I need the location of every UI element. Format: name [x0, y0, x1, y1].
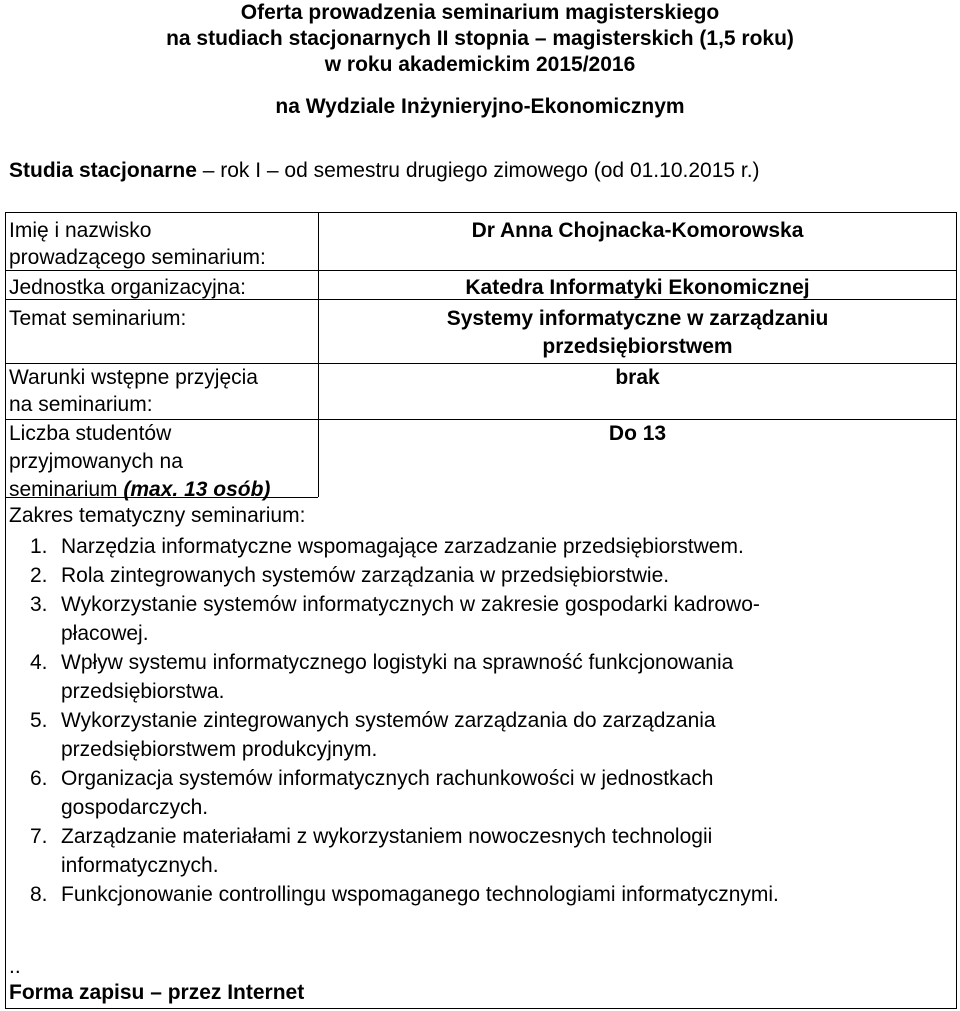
list-item-text: Zarządzanie materiałami z wykorzystaniem nowoczesnych technologii [61, 825, 713, 848]
scope-label: Zakres tematyczny seminarium: [9, 504, 306, 527]
topics-list [0, 532, 930, 909]
list-item-text-continued: gospodarczych. [61, 796, 209, 819]
header-line-1: Oferta prowadzenia seminarium magisterskiego [240, 1, 720, 24]
list-item [0, 706, 930, 764]
students-label-3 [9, 476, 270, 504]
study-mode-bold: Studia stacjonarne [9, 159, 197, 182]
list-item-text-continued: płacowej. [61, 622, 149, 645]
unit-label: Jednostka organizacyjna: [9, 276, 246, 299]
list-item [0, 561, 930, 590]
list-item-text: Organizacja systemów informatycznych rachunkowości w jednostkach [61, 767, 714, 790]
list-item-number: 2. [30, 564, 48, 587]
requirements-label-1: Warunki wstępne przyjęcia [9, 366, 258, 389]
header-line-3: w roku akademickim 2015/2016 [324, 53, 636, 76]
list-item-number: 5. [30, 709, 48, 732]
list-item-text-continued: informatycznych. [61, 854, 219, 877]
requirements-value: brak [615, 366, 660, 389]
ellipsis-marker: .. [9, 955, 21, 978]
list-item-number: 4. [30, 651, 48, 674]
students-label-1: Liczba studentów [9, 422, 172, 445]
topic-label: Temat seminarium: [9, 307, 187, 330]
students-max-note: (max. 13 osób) [123, 478, 271, 501]
topic-value-line-2: przedsiębiorstwem [542, 335, 733, 358]
list-item [0, 590, 930, 648]
list-item-text: Wykorzystanie zintegrowanych systemów zarządzania do zarządzania [61, 709, 716, 732]
students-value: Do 13 [608, 422, 667, 445]
list-item-number: 3. [30, 593, 48, 616]
list-item [0, 764, 930, 822]
list-item [0, 648, 930, 706]
unit-value: Katedra Informatyki Ekonomicznej [465, 276, 810, 299]
enrollment-form: Forma zapisu – przez Internet [9, 981, 305, 1004]
lecturer-name: Dr Anna Chojnacka-Komorowska [471, 219, 804, 242]
list-item-text: Wykorzystanie systemów informatycznych w zakresie gospodarki kadrowo- [61, 593, 760, 616]
students-label-2: przyjmowanych na [9, 450, 183, 473]
list-item-text-continued: przedsiębiorstwa. [61, 680, 225, 703]
header-line-2: na studiach stacjonarnych II stopnia – magisterskich (1,5 roku) [166, 27, 794, 50]
lecturer-label-1: Imię i nazwisko [9, 219, 152, 242]
list-item-number: 7. [30, 825, 48, 848]
topic-value-line-1: Systemy informatyczne w zarządzaniu [446, 307, 829, 330]
list-item-text: Funkcjonowanie controllingu wspomaganego technologiami informatycznymi. [61, 883, 779, 906]
list-item [0, 822, 930, 880]
requirements-label-2: na seminarium: [9, 393, 153, 416]
list-item [0, 532, 930, 561]
list-item-number: 8. [30, 883, 48, 906]
list-item-text: Rola zintegrowanych systemów zarządzania w przedsiębiorstwie. [61, 564, 670, 587]
study-mode-line [9, 159, 760, 183]
list-item-number: 1. [30, 535, 48, 558]
list-item-text: Wpływ systemu informatycznego logistyki na sprawność funkcjonowania [61, 651, 734, 674]
lecturer-label-2: prowadzącego seminarium: [9, 246, 266, 269]
students-label-3-text: seminarium [9, 478, 118, 501]
list-item-text-continued: przedsiębiorstwem produkcyjnym. [61, 738, 378, 761]
study-mode-rest: – rok I – od semestru drugiego zimowego (od 01.10.2015 r.) [196, 159, 760, 182]
list-item-number: 6. [30, 767, 48, 790]
header-line-4: na Wydziale Inżynieryjno-Ekonomicznym [275, 95, 685, 118]
list-item [0, 880, 930, 909]
list-item-text: Narzędzia informatyczne wspomagające zarzadzanie przedsiębiorstwem. [61, 535, 744, 558]
